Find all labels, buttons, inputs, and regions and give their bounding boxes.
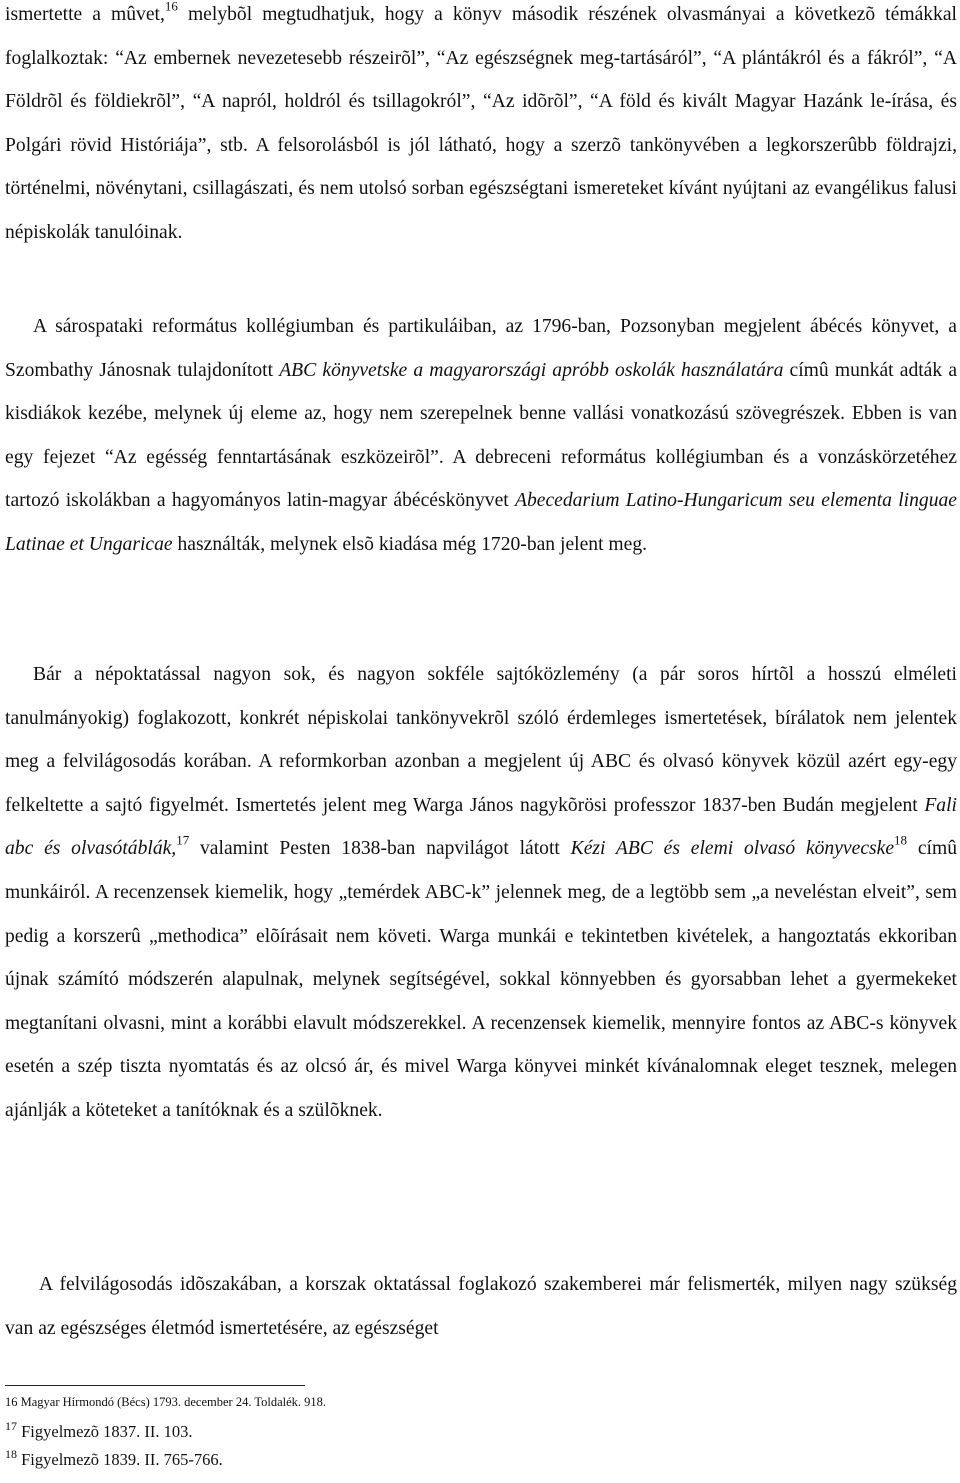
paragraph-3 xyxy=(5,653,957,1133)
text-run: címû munkát adták a kisdiákok kezébe, melynek új eleme az, hogy nem szerepelnek benne vallási vonatkozású szövegrészek. Ebben is van egy fejezet “Az egésség fenntartásának eszközeirõl”. A debreceni református kollégiumban és a vonzáskörzetéhez tartozó iskolákban a hagyományos latin-magyar ábécéskönyvet xyxy=(5,359,958,512)
italic-title-run: Abecedarium Latino-Hungaricum seu elementa linguae Latinae et Ungaricae xyxy=(5,490,958,555)
italic-title-run: Fali abc és olvasótáblák, xyxy=(5,794,957,860)
text-run: ismertette a mûvet, xyxy=(5,4,165,25)
footnote-18-number: 18 xyxy=(5,1446,17,1461)
text-run: valamint Pesten 1838-ban napvilágot látott xyxy=(189,838,571,860)
footnote-reference: 18 xyxy=(894,832,908,848)
text-run: A sárospataki református kollégiumban és partikuláiban, az 1796-ban, Pozsonyban megjelent ábécés könyvet, a Szombathy Jánosnak tulajdonított xyxy=(5,316,957,381)
footnote-18 xyxy=(5,1446,223,1470)
paragraph-1 xyxy=(5,0,957,255)
italic-title-run: Kézi ABC és elemi olvasó könyvecske xyxy=(570,838,895,860)
footnote-17-number: 17 xyxy=(5,1418,17,1433)
paragraph-4 xyxy=(5,1263,957,1350)
italic-title-run: ABC könyvetske a magyarországi apróbb oskolák használatára xyxy=(279,359,784,381)
footnote-18-text: Figyelmezõ 1839. II. 765-766. xyxy=(17,1450,223,1469)
footnote-reference: 17 xyxy=(176,832,190,848)
text-run: címû munkáiról. A recenzensek kiemelik, hogy „temérdek ABC-k” jelennek meg, de a legtöbb sem „a neveléstan elveit”, sem pedig a korszerû „methodica” elõírásait nem követi. Warga munkái e tekintetben kivételek, a hangoztatás ekkoriban újnak számító módszerén alapulnak, melynek segítségével, sokkal könnyebben és gyorsabban lehet a gyermekeket megtanítani olvasni, mint a korábbi elavult módszerekkel. A recenzensek kiemelik, mennyire fontos az ABC-s könyvek esetén a szép tiszta nyomtatás és az olcsó ár, és mivel Warga könyvei minkét kívánalomnak eleget tesznek, melegen ajánlják a köteteket a tanítóknak és a szülõknek. xyxy=(5,838,958,1121)
footnote-16 xyxy=(5,1395,326,1410)
footnote-reference: 16 xyxy=(164,0,178,14)
text-run: Bár a népoktatással nagyon sok, és nagyon sokféle sajtóközlemény (a pár soros hírtõl a hosszú elméleti tanulmányokig) foglakozott, konkrét népiskolai tankönyvekrõl szóló érdemleges ismertetések, bírálatok nem jelentek meg a felvilágosodás korában. A reformkorban azonban a megjelent új ABC és olvasó könyvek közül azért egy-egy felkeltette a sajtó figyelmét. Ismertetés jelent meg Warga János nagykõrösi professzor 1837-ben Budán megjelent xyxy=(5,664,957,816)
footnote-17 xyxy=(5,1418,193,1442)
text-run: melybõl megtudhatjuk, hogy a könyv második részének olvasmányai a következõ témákkal foglalkoztak: “Az embernek nevezetesebb részeirõl”, “Az egészségnek meg-tartásáról”, “A plántákról és a fákról”, “A Földrõl és földiekrõl”, “A napról, holdról és tsillagokról”, “Az idõrõl”, “A föld és kivált Magyar Hazánk le-írása, és Polgári rövid Históriája”, stb. A felsorolásból is jól látható, hogy a szerzõ tankönyvében a legkorszerûbb földrajzi, történelmi, növénytani, csillagászati, és nem utolsó sorban egészségtani ismereteket kívánt nyújtani az evangélikus falusi népiskolák tanulóinak. xyxy=(5,4,957,243)
text-run: A felvilágosodás idõszakában, a korszak oktatással foglakozó szakemberei már felismerték, milyen nagy szükség van az egészséges életmód ismertetésére, az egészséget xyxy=(5,1274,957,1339)
footnote-16-text: 16 Magyar Hírmondó (Bécs) 1793. december 24. Toldalék. 918. xyxy=(5,1395,327,1409)
footnote-17-text: Figyelmezõ 1837. II. 103. xyxy=(17,1422,193,1441)
text-run: használták, melynek elsõ kiadása még 1720-ban jelent meg. xyxy=(172,533,648,555)
paragraph-2 xyxy=(5,305,957,567)
footnote-divider xyxy=(5,1385,305,1386)
